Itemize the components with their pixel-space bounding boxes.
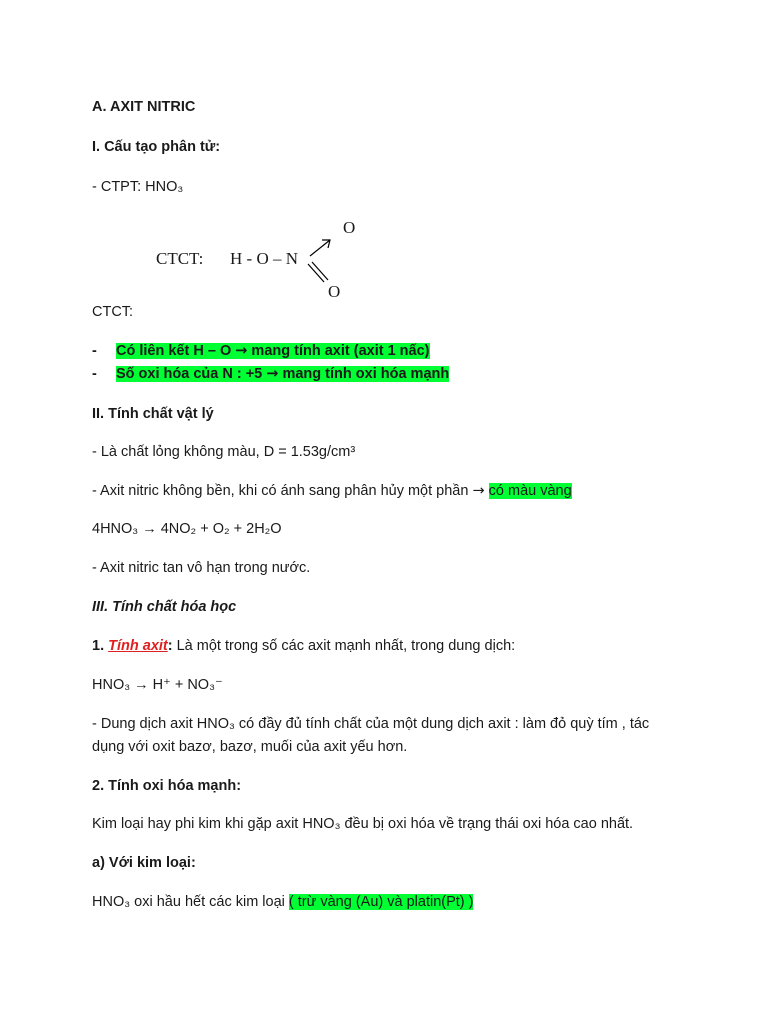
decomposition-equation: 4HNO₃ → 4NO₂ + O₂ + 2H₂O (92, 521, 282, 537)
struct-o-top: O (343, 218, 356, 237)
struct-chain: H - O – N (230, 249, 298, 268)
document-title: A. AXIT NITRIC (92, 99, 196, 115)
acid-desc-line-1: - Dung dịch axit HNO₃ có đầy đủ tính chất của một dung dịch axit : làm đỏ quỳ tím , tác (92, 716, 650, 732)
physical-line-2 (92, 481, 572, 501)
section2-heading: II. Tính chất vật lý (92, 406, 214, 422)
ctpt-line: - CTPT: HNO₃ (92, 179, 184, 195)
bullet-text: mang tính axit (axit 1 nấc) (247, 343, 430, 359)
arrow-icon: → (266, 366, 279, 382)
arrow-icon: → (472, 483, 485, 499)
struct-bonds (150, 212, 390, 304)
section3-heading: III. Tính chất hóa học (92, 599, 237, 615)
metals-text: HNO₃ oxi hầu hết các kim loại (92, 894, 289, 910)
bullet-dash: - (92, 366, 97, 382)
acid-term: Tính axit (108, 638, 168, 654)
oxidizing-text: Kim loại hay phi kim khi gặp axit HNO₃ đều bị oxi hóa về trạng thái oxi hóa cao nhất. (92, 816, 634, 832)
ionization-equation: HNO₃ → H⁺ + NO₃⁻ (92, 677, 223, 693)
physical-line-2-text: - Axit nitric không bền, khi có ánh sang phân hủy một phần (92, 483, 473, 499)
bullet-dash: - (92, 343, 97, 359)
bullet-item-1 (92, 341, 430, 361)
arrow-icon: → (235, 343, 248, 359)
metals-text-line (92, 892, 473, 912)
bullet-text: Số oxi hóa của N : +5 (116, 366, 267, 382)
acid-desc-line-2: dụng với oxit bazơ, bazơ, muối của axit yếu hơn. (92, 739, 408, 755)
physical-line-3: - Axit nitric tan vô hạn trong nước. (92, 560, 311, 576)
metals-heading: a) Với kim loại: (92, 855, 196, 871)
highlight-yellow-color: có màu vàng (488, 483, 572, 499)
bullet-text: mang tính oxi hóa mạnh (278, 366, 450, 382)
struct-ctct-label: CTCT: (156, 249, 204, 268)
acid-property-line (92, 636, 515, 656)
metals-exception-highlight: ( trừ vàng (Au) và platin(Pt) ) (288, 894, 474, 910)
section1-heading: I. Cấu tạo phân tử: (92, 139, 221, 155)
item-number: 1. (92, 638, 109, 654)
acid-property-text: Là một trong số các axit mạnh nhất, trong dung dịch: (172, 638, 516, 654)
bullet-text: Có liên kết H – O (116, 343, 236, 359)
struct-o-bottom: O (328, 282, 341, 301)
structural-formula (150, 212, 390, 304)
oxidizing-heading: 2. Tính oxi hóa mạnh: (92, 778, 242, 794)
ctct-line: CTCT: (92, 304, 134, 320)
physical-line-1: - Là chất lỏng không màu, D = 1.53g/cm³ (92, 444, 356, 460)
bullet-item-2 (92, 364, 449, 384)
colon: : (167, 638, 173, 654)
